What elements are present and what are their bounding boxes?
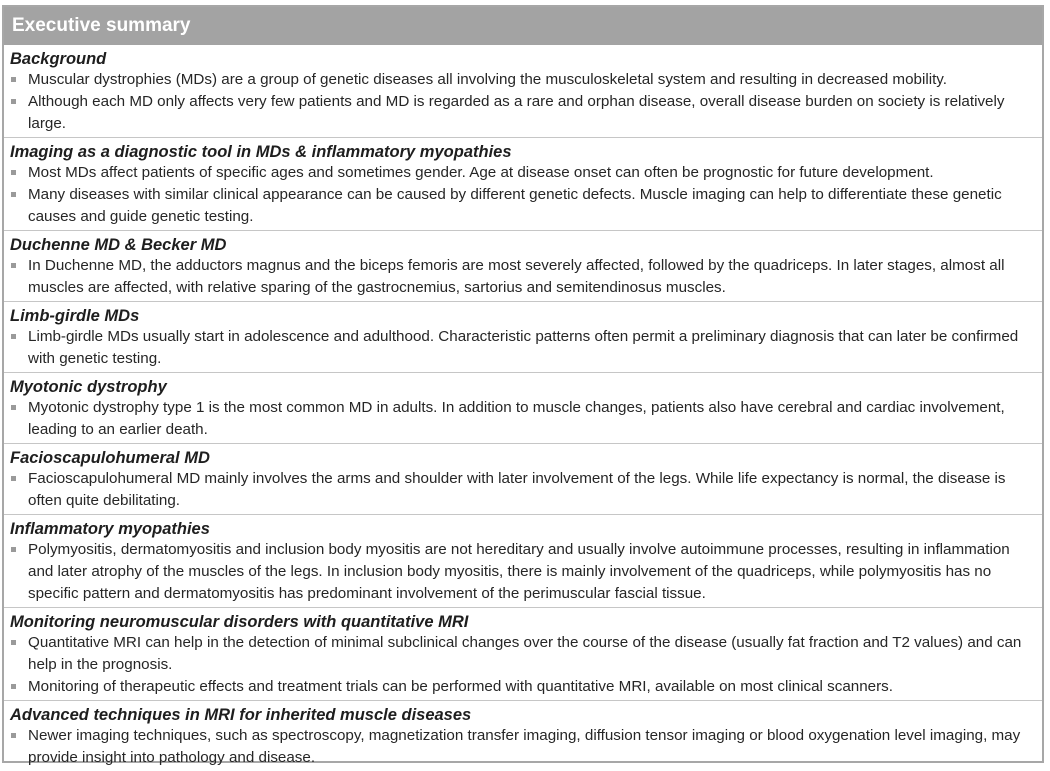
bullet-list: [10, 326, 1038, 370]
bullet-item: [10, 539, 1038, 605]
square-bullet-icon: [11, 263, 16, 268]
bullet-list: [10, 162, 1038, 228]
bullet-text: Polymyositis, dermatomyositis and inclusion body myositis are not hereditary and usually involve autoimmune processes, resulting in inflammation and later atrophy of the muscles of the legs. In inclusion body myositis, there is mainly involvement of the quadriceps, while polymyositis has no specific pattern and dermatomyositis has predominant involvement of the perimuscular fascial tissue.: [28, 541, 1010, 602]
bullet-text: Monitoring of therapeutic effects and treatment trials can be performed with quantitative MRI, available on most clinical scanners.: [28, 678, 893, 695]
bullet-item: [10, 184, 1038, 228]
section-title: Background: [10, 50, 107, 68]
summary-section: [4, 444, 1042, 515]
section-title: Inflammatory myopathies: [10, 520, 210, 538]
square-bullet-icon: [11, 192, 16, 197]
square-bullet-icon: [11, 99, 16, 104]
summary-section: [4, 608, 1042, 701]
square-bullet-icon: [11, 547, 16, 552]
summary-section: [4, 138, 1042, 231]
bullet-list: [10, 539, 1038, 605]
bullet-list: [10, 255, 1038, 299]
bullet-text: Most MDs affect patients of specific ages and sometimes gender. Age at disease onset can often be prognostic for future development.: [28, 164, 934, 181]
bullet-text: Facioscapulohumeral MD mainly involves the arms and shoulder with later involvement of the legs. While life expectancy is normal, the disease is often quite debilitating.: [28, 470, 1006, 509]
bullet-list: [10, 397, 1038, 441]
bullet-text: In Duchenne MD, the adductors magnus and the biceps femoris are most severely affected, followed by the quadriceps. In later stages, almost all muscles are affected, with relative sparing of the gastrocnemius, sartorius and semitendinosus muscles.: [28, 257, 1005, 296]
square-bullet-icon: [11, 476, 16, 481]
bullet-list: [10, 632, 1038, 698]
section-title: Imaging as a diagnostic tool in MDs & inflammatory myopathies: [10, 143, 512, 161]
section-title: Monitoring neuromuscular disorders with quantitative MRI: [10, 613, 469, 631]
section-title: Duchenne MD & Becker MD: [10, 236, 227, 254]
summary-section: [4, 515, 1042, 608]
summary-section: [4, 231, 1042, 302]
bullet-item: [10, 91, 1038, 135]
section-title: Advanced techniques in MRI for inherited muscle diseases: [10, 706, 472, 724]
bullet-text: Many diseases with similar clinical appearance can be caused by different genetic defects. Muscle imaging can help to differentiate these genetic causes and guide genetic testing.: [28, 186, 1002, 225]
square-bullet-icon: [11, 170, 16, 175]
square-bullet-icon: [11, 684, 16, 689]
section-title: Facioscapulohumeral MD: [10, 449, 210, 467]
bullet-text: Myotonic dystrophy type 1 is the most common MD in adults. In addition to muscle changes, patients also have cerebral and cardiac involvement, leading to an earlier death.: [28, 399, 1005, 438]
bullet-list: [10, 468, 1038, 512]
summary-header: Executive summary: [4, 7, 1042, 45]
executive-summary-box: [2, 5, 1044, 766]
square-bullet-icon: [11, 405, 16, 410]
summary-section: [4, 45, 1042, 138]
bullet-text: Limb-girdle MDs usually start in adolescence and adulthood. Characteristic patterns often permit a preliminary diagnosis that can later be confirmed with genetic testing.: [28, 328, 1019, 367]
bullet-text: Muscular dystrophies (MDs) are a group of genetic diseases all involving the musculoskeletal system and resulting in decreased mobility.: [28, 71, 947, 88]
section-title: Limb-girdle MDs: [10, 307, 140, 325]
section-title: Myotonic dystrophy: [10, 378, 167, 396]
square-bullet-icon: [11, 733, 16, 738]
summary-sections: [4, 45, 1042, 771]
bullet-item: [10, 255, 1038, 299]
summary-section: [4, 302, 1042, 373]
square-bullet-icon: [11, 640, 16, 645]
bullet-item: [10, 69, 1038, 91]
bullet-text: Newer imaging techniques, such as spectroscopy, magnetization transfer imaging, diffusion tensor imaging or blood oxygenation level imaging, may provide insight into pathology and disease.: [28, 727, 1021, 766]
bullet-list: [10, 725, 1038, 769]
summary-section: [4, 373, 1042, 444]
bullet-item: [10, 397, 1038, 441]
bullet-item: [10, 676, 1038, 698]
bullet-item: [10, 468, 1038, 512]
square-bullet-icon: [11, 77, 16, 82]
bullet-list: [10, 69, 1038, 135]
bullet-text: Although each MD only affects very few patients and MD is regarded as a rare and orphan disease, overall disease burden on society is relatively large.: [28, 93, 1005, 132]
bullet-item: [10, 632, 1038, 676]
bullet-text: Quantitative MRI can help in the detection of minimal subclinical changes over the course of the disease (usually fat fraction and T2 values) and can help in the prognosis.: [28, 634, 1022, 673]
bullet-item: [10, 326, 1038, 370]
summary-section: [4, 701, 1042, 771]
bullet-item: [10, 162, 1038, 184]
square-bullet-icon: [11, 334, 16, 339]
bullet-item: [10, 725, 1038, 769]
